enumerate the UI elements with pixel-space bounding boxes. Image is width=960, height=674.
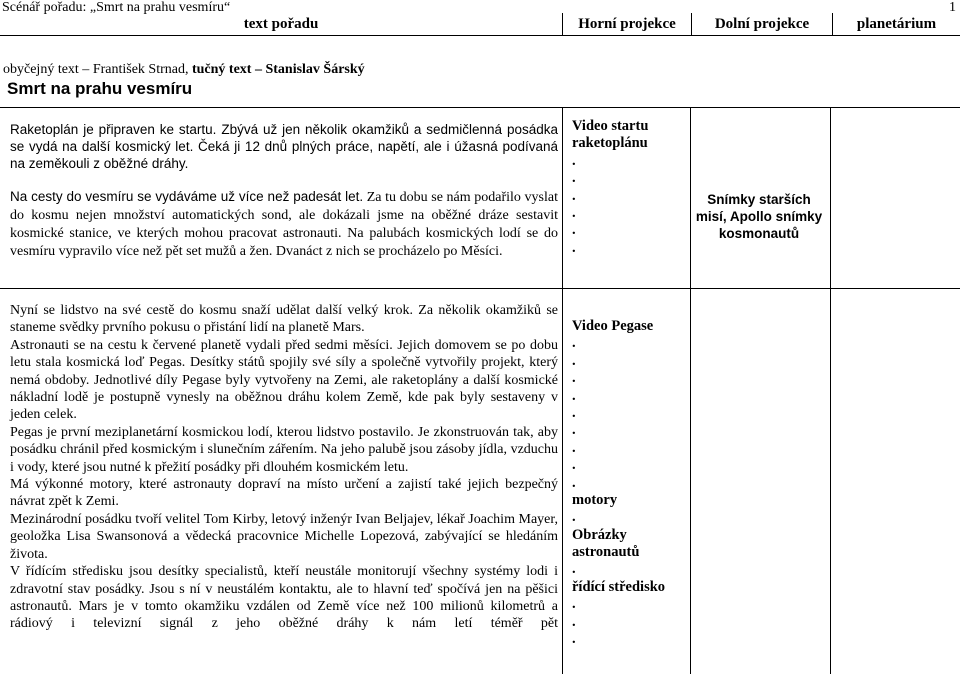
cue-line: motory <box>572 491 618 508</box>
narration-block-1 <box>10 121 558 260</box>
legend-normal-name: František Strnad, <box>89 62 189 77</box>
narration-paragraph: Raketoplán je připraven ke startu. Zbývá už jen několik okamžiků a sedmičlenná posádka se vydá na další kosmický let. Čeká ji 12 dnů plných práce, napětí, ale i úžasná podívaná na zeměkouli z oběžné dráhy. <box>10 122 558 171</box>
cue-line: . <box>572 439 576 456</box>
show-title: Smrt na prahu vesmíru <box>7 79 193 98</box>
cue-line: . <box>572 631 576 648</box>
cue-line: . <box>572 613 576 630</box>
speaker-legend <box>3 62 365 78</box>
cue-line: . <box>572 187 576 204</box>
cue-line: . <box>572 422 576 439</box>
upper-projection-cues-2 <box>572 318 665 648</box>
cue-line: . <box>572 561 576 578</box>
narration-sentence-serif: Za tu dobu se nám podařilo vyslat do kosmu nejen množství automatických sond, ale dokázali jsme na oběžné dráze sestavit kosmické stanice, ve kterých mohou pracovat astronauti. Na palubách kosmických lodí se do vesmíru vypravilo více než pět set mužů a žen. Dvanáct z nich se procházelo po Měsíci. <box>10 190 558 259</box>
column-header-lower-projection: Dolní projekce <box>692 13 833 36</box>
column-divider-3 <box>830 107 831 674</box>
column-header-planetarium: planetárium <box>833 13 960 36</box>
cue-line: . <box>572 509 576 526</box>
cue-line: . <box>572 474 576 491</box>
legend-bold-name: Stanislav Šárský <box>261 62 365 77</box>
cue-line: řídící středisko <box>572 578 666 595</box>
script-title: Scénář pořadu: „Smrt na prahu vesmíru“ <box>2 0 231 15</box>
narration-sentence-sans: Na cesty do vesmíru se vydáváme už více než padesát let. <box>10 189 364 204</box>
cue-line: . <box>572 352 576 369</box>
planetarium-cue: Snímky starších misí, Apollo snímky kosmonautů <box>695 192 823 241</box>
cue-line: . <box>572 335 576 352</box>
row-divider <box>0 288 960 289</box>
page-number: 1 <box>949 0 956 15</box>
cue-line: . <box>572 457 576 474</box>
cue-line: raketoplánu <box>572 135 648 152</box>
cue-line: . <box>572 170 576 187</box>
column-header-text: text pořadu <box>0 13 563 36</box>
narration-paragraph: Pegas je první meziplanetární kosmickou lodí, kterou lidstvo postavilo. Je zkonstruován tak, aby posádku chránil před kosmickým i slunečním zářením. Na jeho palubě jsou zásoby jídla, vzduchu i vody, které jsou nutné k přežití posádky při dlouhém kosmickém letu. <box>10 424 558 475</box>
column-header-table <box>0 13 960 36</box>
cue-line: . <box>572 222 576 239</box>
cue-line: Video Pegase <box>572 318 654 334</box>
cue-line: . <box>572 596 576 613</box>
narration-paragraph: V řídícím středisku jsou desítky specialistů, kteří neustále monitorují všechny systémy lodi i zdravotní stav posádky. Jsou s ní v neustálém kontaktu, ale to hlavní teď spočívá jen na pěšici astronautů. Mars je v tomto okamžiku vzdálen od Země více než 100 milionů kilometrů a rádiový i televizní signál z jeho oběžné dráhy k nám letí téměř pět <box>10 564 558 632</box>
cue-line: Video startu <box>572 118 649 134</box>
column-divider-1 <box>562 107 563 674</box>
narration-paragraph: Nyní se lidstvo na své cestě do kosmu snaží udělat další velký krok. Za několik okamžiků se staneme svědky prvního pokusu o přistání lidí na planetě Mars. <box>10 303 558 336</box>
narration-paragraph: Má výkonné motory, které astronauty dopraví na místo určení a zajistí také jejich bezpečný návrat zpět k Zemi. <box>10 477 558 510</box>
narration-paragraph: Mezinárodní posádku tvoří velitel Tom Kirby, letový inženýr Ivan Beljajev, lékař Joachim Mayer, geoložka Lisa Swansonová a vědecká pracovnice Michelle Lopezová, zabývající se hledáním života. <box>10 511 558 562</box>
column-header-upper-projection: Horní projekce <box>563 13 692 36</box>
cue-line: . <box>572 370 576 387</box>
cue-line: Obrázky <box>572 526 627 543</box>
legend-bold-label: tučný text – <box>188 62 262 77</box>
narration-block-2 <box>10 302 558 633</box>
table-top-rule <box>0 107 960 108</box>
upper-projection-cues-1 <box>572 118 648 257</box>
narration-paragraph <box>10 188 558 260</box>
cue-line: astronautů <box>572 544 640 561</box>
cue-line: . <box>572 152 576 169</box>
cue-line: . <box>572 387 576 404</box>
legend-normal-label: obyčejný text – <box>3 62 90 77</box>
narration-paragraph: Astronauti se na cestu k červené planetě vydali před sedmi měsíci. Jejich domovem se po dobu letu stala kosmická loď Pegas. Desítky států spojily své síly a společně vytvořily projekt, který nemá obdoby. Jednotlivé díly Pegase byly vytvořeny na Zemi, ale raketoplány a další kosmické nákladní lodě je postupně vynesly na oběžnou dráhu kolem Země, kde pak byly sestaveny v jeden celek. <box>10 337 558 423</box>
cue-line: . <box>572 239 576 256</box>
cue-line: . <box>572 204 576 221</box>
cue-line: . <box>572 404 576 421</box>
